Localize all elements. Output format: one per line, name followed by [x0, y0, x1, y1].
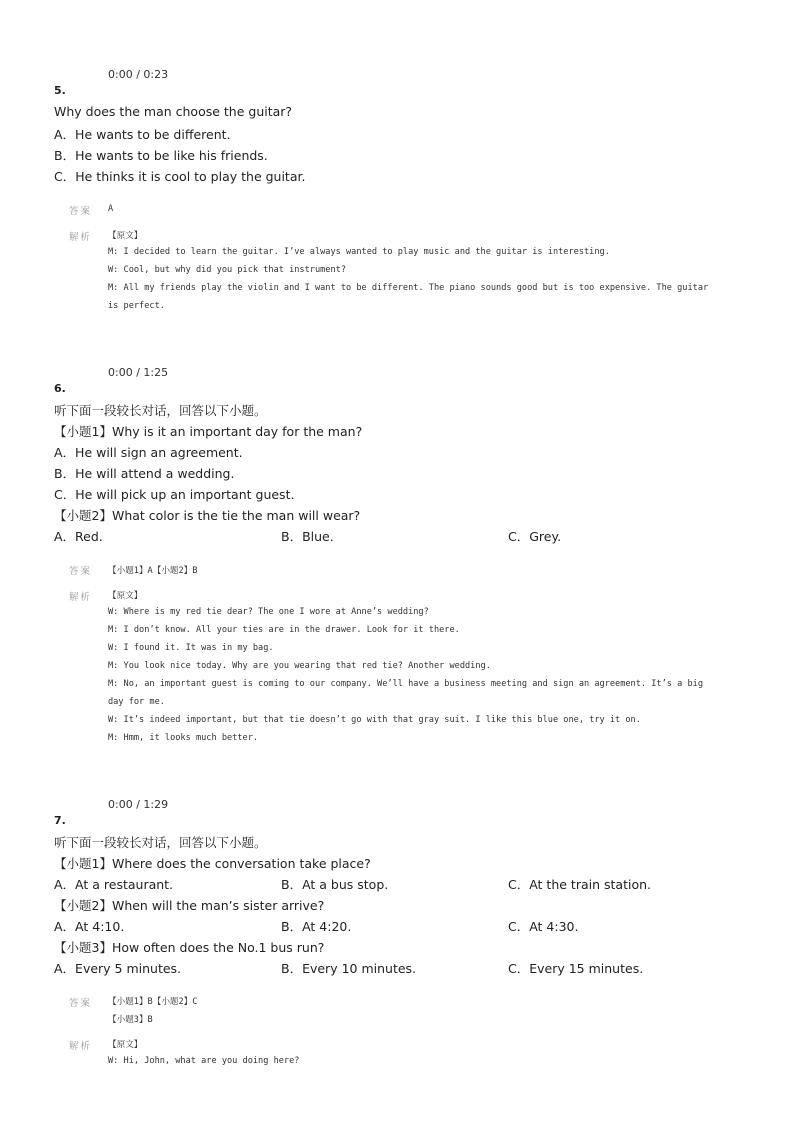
q7-sub3-option-c: C．Every 15 minutes. — [508, 961, 644, 976]
q6-transcript-line: M: No, an important guest is coming to our company. We’ll have a business meeting and sign an agreement. It’s a big — [108, 679, 703, 689]
q6-sub1-option-b: B．He will attend a wedding. — [54, 466, 235, 481]
q6-transcript-line: W: I found it. It was in my bag. — [108, 643, 274, 653]
q6-audio-time: 0:00 / 1:25 — [108, 366, 169, 379]
q7-sub3-option-a: A．Every 5 minutes. — [54, 961, 182, 976]
q6-sub1-option-c: C．He will pick up an important guest. — [54, 487, 295, 502]
q5-option-c: C．He thinks it is cool to play the guitar. — [54, 169, 306, 184]
q6-transcript-line: W: Where is my red tie dear? The one I wore at Anne’s wedding? — [108, 607, 429, 617]
q6-answer: 【小题1】A【小题2】B — [108, 566, 198, 576]
q6-sub1-option-a: A．He will sign an agreement. — [54, 445, 243, 460]
q7-number: 7. — [54, 814, 66, 827]
q6-transcript-title: 【原文】 — [108, 591, 143, 601]
q6-transcript-line: M: Hmm, it looks much better. — [108, 733, 259, 743]
q6-sub2-option-b: B．Blue. — [281, 529, 334, 544]
q5-number: 5. — [54, 84, 66, 97]
q5-analysis-label: 解析 — [69, 232, 93, 243]
q5-transcript-line: is perfect. — [108, 301, 165, 311]
q6-transcript-line: M: I don’t know. All your ties are in the drawer. Look for it there. — [108, 625, 460, 635]
q6-transcript-line: W: It’s indeed important, but that tie doesn’t go with that gray suit. I like this blue one, try it on. — [108, 715, 641, 725]
q5-transcript-line: M: I decided to learn the guitar. I’ve always wanted to play music and the guitar is interesting. — [108, 247, 610, 257]
q6-analysis-label: 解析 — [69, 592, 93, 603]
q7-transcript-title: 【原文】 — [108, 1040, 143, 1050]
q7-sub2-option-a: A．At 4:10. — [54, 919, 125, 934]
q7-sub3-option-b: B．Every 10 minutes. — [281, 961, 417, 976]
q6-subquestion-1: 【小题1】Why is it an important day for the man? — [54, 424, 363, 439]
q7-answer-line-2: 【小题3】B — [108, 1015, 153, 1025]
q6-sub2-option-c: C．Grey. — [508, 529, 562, 544]
q7-analysis-label: 解析 — [69, 1041, 93, 1052]
q7-sub2-option-c: C．At 4:30. — [508, 919, 579, 934]
q7-subquestion-1: 【小题1】Where does the conversation take place? — [54, 856, 371, 871]
q7-answer-line-1: 【小题1】B【小题2】C — [108, 997, 198, 1007]
q5-transcript-title: 【原文】 — [108, 231, 143, 241]
q5-answer: A — [108, 204, 114, 214]
q6-answer-label: 答案 — [69, 566, 93, 577]
q7-sub1-option-c: C．At the train station. — [508, 877, 651, 892]
q6-transcript-line: day for me. — [108, 697, 165, 707]
q5-answer-label: 答案 — [69, 206, 93, 217]
q7-instruction: 听下面一段较长对话，回答以下小题。 — [54, 835, 267, 850]
q6-instruction: 听下面一段较长对话，回答以下小题。 — [54, 403, 267, 418]
q7-sub1-option-b: B．At a bus stop. — [281, 877, 389, 892]
q5-question: Why does the man choose the guitar? — [54, 104, 293, 119]
q5-audio-time: 0:00 / 0:23 — [108, 68, 169, 81]
q7-subquestion-2: 【小题2】When will the man’s sister arrive? — [54, 898, 325, 913]
q6-number: 6. — [54, 382, 66, 395]
q7-transcript-line: W: Hi, John, what are you doing here? — [108, 1056, 300, 1066]
q6-transcript-line: M: You look nice today. Why are you wearing that red tie? Another wedding. — [108, 661, 491, 671]
q7-sub1-option-a: A．At a restaurant. — [54, 877, 174, 892]
q7-subquestion-3: 【小题3】How often does the No.1 bus run? — [54, 940, 325, 955]
q5-option-b: B．He wants to be like his friends. — [54, 148, 268, 163]
q5-option-a: A．He wants to be different. — [54, 127, 231, 142]
q6-subquestion-2: 【小题2】What color is the tie the man will wear? — [54, 508, 361, 523]
q7-audio-time: 0:00 / 1:29 — [108, 798, 169, 811]
q7-sub2-option-b: B．At 4:20. — [281, 919, 352, 934]
q5-transcript-line: M: All my friends play the violin and I want to be different. The piano sounds good but is too expensive. The guitar — [108, 283, 709, 293]
q5-transcript-line: W: Cool, but why did you pick that instrument? — [108, 265, 346, 275]
q6-sub2-option-a: A．Red. — [54, 529, 103, 544]
q7-answer-label: 答案 — [69, 998, 93, 1009]
